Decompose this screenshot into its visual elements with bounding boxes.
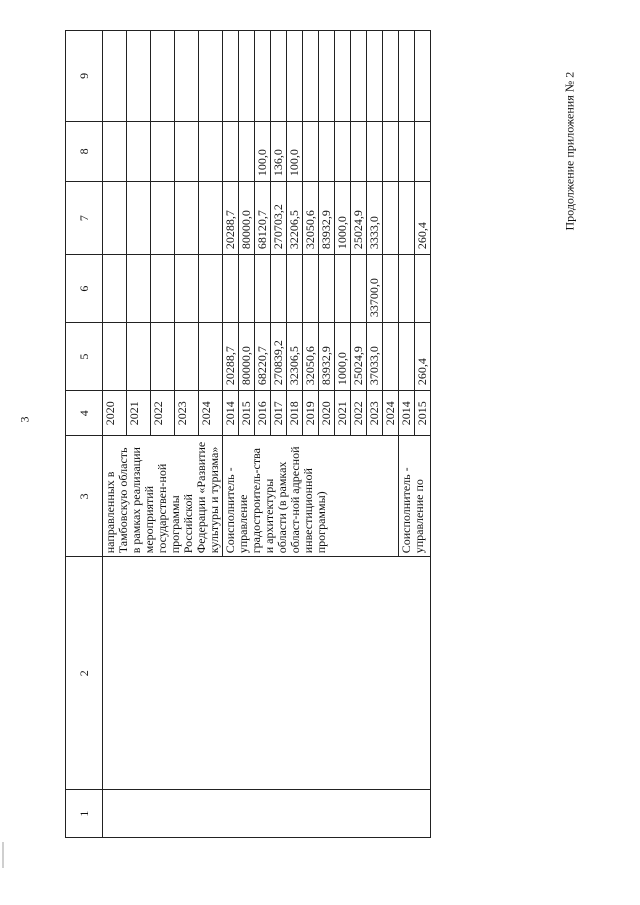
year-cell: 2021 <box>335 391 351 436</box>
table-row <box>103 31 127 838</box>
value-cell-c6 <box>271 255 287 323</box>
value-cell-c8 <box>399 121 415 181</box>
value-cell-c5: 32306,5 <box>287 323 303 391</box>
value-cell-c6 <box>239 255 255 323</box>
value-cell-c5: 1000,0 <box>335 323 351 391</box>
value-cell-c6 <box>127 255 151 323</box>
rotated-table-container <box>65 30 615 838</box>
value-cell-c9 <box>287 31 303 122</box>
year-cell: 2024 <box>199 391 223 436</box>
col2-cell <box>103 557 431 790</box>
value-cell-c9 <box>319 31 335 122</box>
value-cell-c8 <box>367 121 383 181</box>
value-cell-c5: 32050,6 <box>303 323 319 391</box>
value-cell-c9 <box>223 31 239 122</box>
value-cell-c9 <box>255 31 271 122</box>
year-cell: 2017 <box>271 391 287 436</box>
year-cell: 2015 <box>239 391 255 436</box>
col-3-header: 3 <box>66 436 103 557</box>
block-label: направленных в Тамбовскую область в рамках реализации мероприятий государствен-ной программы Российской Федерации «Развитие культуры и туризма» <box>103 436 223 557</box>
value-cell-c5: 37033,0 <box>367 323 383 391</box>
value-cell-c6 <box>399 255 415 323</box>
value-cell-c6 <box>415 255 431 323</box>
value-cell-c7: 1000,0 <box>335 182 351 255</box>
value-cell-c8: 100,0 <box>255 121 271 181</box>
value-cell-c9 <box>151 31 175 122</box>
value-cell-c5: 20288,7 <box>223 323 239 391</box>
value-cell-c5: 68220,7 <box>255 323 271 391</box>
value-cell-c8 <box>239 121 255 181</box>
block-label: Соисполнитель - управление градостроитель-ства и архитектуры области (в рамках област-ной адресной инвестиционной программы) <box>223 436 399 557</box>
value-cell-c5: 80000,0 <box>239 323 255 391</box>
value-cell-c6 <box>303 255 319 323</box>
value-cell-c5 <box>199 323 223 391</box>
value-cell-c8: 136,0 <box>271 121 287 181</box>
value-cell-c7: 80000,0 <box>239 182 255 255</box>
value-cell-c9 <box>335 31 351 122</box>
value-cell-c7: 68120,7 <box>255 182 271 255</box>
value-cell-c5: 260,4 <box>415 323 431 391</box>
value-cell-c9 <box>127 31 151 122</box>
value-cell-c7: 83932,9 <box>319 182 335 255</box>
scan-artifact <box>2 842 4 868</box>
value-cell-c8: 100,0 <box>287 121 303 181</box>
value-cell-c8 <box>223 121 239 181</box>
value-cell-c6 <box>175 255 199 323</box>
year-cell: 2014 <box>399 391 415 436</box>
value-cell-c8 <box>335 121 351 181</box>
value-cell-c5: 25024,9 <box>351 323 367 391</box>
value-cell-c6 <box>351 255 367 323</box>
value-cell-c6 <box>383 255 399 323</box>
col-4-header: 4 <box>66 391 103 436</box>
value-cell-c8 <box>151 121 175 181</box>
year-cell: 2019 <box>303 391 319 436</box>
col-7-header: 7 <box>66 182 103 255</box>
value-cell-c7 <box>175 182 199 255</box>
year-cell: 2016 <box>255 391 271 436</box>
col-2-header: 2 <box>66 557 103 790</box>
value-cell-c9 <box>303 31 319 122</box>
col-6-header: 6 <box>66 255 103 323</box>
value-cell-c9 <box>383 31 399 122</box>
value-cell-c6 <box>151 255 175 323</box>
value-cell-c9 <box>399 31 415 122</box>
value-cell-c7: 260,4 <box>415 182 431 255</box>
value-cell-c6 <box>335 255 351 323</box>
value-cell-c5 <box>383 323 399 391</box>
page-number: 3 <box>17 416 32 423</box>
year-cell: 2023 <box>175 391 199 436</box>
value-cell-c5 <box>127 323 151 391</box>
year-cell: 2014 <box>223 391 239 436</box>
value-cell-c7 <box>383 182 399 255</box>
col-8-header: 8 <box>66 121 103 181</box>
value-cell-c6 <box>103 255 127 323</box>
value-cell-c9 <box>103 31 127 122</box>
value-cell-c9 <box>175 31 199 122</box>
col-9-header: 9 <box>66 31 103 122</box>
value-cell-c5 <box>151 323 175 391</box>
value-cell-c7: 25024,9 <box>351 182 367 255</box>
value-cell-c6 <box>287 255 303 323</box>
year-cell: 2023 <box>367 391 383 436</box>
value-cell-c6: 33700,0 <box>367 255 383 323</box>
value-cell-c6 <box>223 255 239 323</box>
value-cell-c7: 32050,6 <box>303 182 319 255</box>
col1-cell <box>103 790 431 838</box>
value-cell-c5: 83932,9 <box>319 323 335 391</box>
value-cell-c8 <box>303 121 319 181</box>
value-cell-c7 <box>127 182 151 255</box>
col-1-header: 1 <box>66 790 103 838</box>
block-label: Соисполнитель - управление по <box>399 436 431 557</box>
value-cell-c8 <box>319 121 335 181</box>
value-cell-c8 <box>383 121 399 181</box>
year-cell: 2020 <box>319 391 335 436</box>
value-cell-c9 <box>199 31 223 122</box>
year-cell: 2024 <box>383 391 399 436</box>
value-cell-c8 <box>415 121 431 181</box>
value-cell-c5 <box>175 323 199 391</box>
value-cell-c6 <box>319 255 335 323</box>
value-cell-c8 <box>199 121 223 181</box>
value-cell-c7: 32206,5 <box>287 182 303 255</box>
value-cell-c5: 270839,2 <box>271 323 287 391</box>
value-cell-c9 <box>367 31 383 122</box>
year-cell: 2018 <box>287 391 303 436</box>
value-cell-c7: 20288,7 <box>223 182 239 255</box>
value-cell-c6 <box>199 255 223 323</box>
value-cell-c7: 270703,2 <box>271 182 287 255</box>
year-cell: 2021 <box>127 391 151 436</box>
value-cell-c8 <box>127 121 151 181</box>
value-cell-c7 <box>103 182 127 255</box>
value-cell-c5 <box>103 323 127 391</box>
value-cell-c9 <box>271 31 287 122</box>
value-cell-c8 <box>351 121 367 181</box>
value-cell-c9 <box>239 31 255 122</box>
continuation-title: Продолжение приложения № 2 <box>562 71 577 231</box>
financing-table <box>65 30 431 838</box>
value-cell-c8 <box>103 121 127 181</box>
value-cell-c9 <box>351 31 367 122</box>
value-cell-c7: 3333,0 <box>367 182 383 255</box>
col-5-header: 5 <box>66 323 103 391</box>
value-cell-c5 <box>399 323 415 391</box>
year-cell: 2022 <box>151 391 175 436</box>
value-cell-c6 <box>255 255 271 323</box>
value-cell-c7 <box>199 182 223 255</box>
year-cell: 2015 <box>415 391 431 436</box>
table-header-row <box>66 31 103 838</box>
value-cell-c8 <box>175 121 199 181</box>
value-cell-c7 <box>399 182 415 255</box>
value-cell-c9 <box>415 31 431 122</box>
value-cell-c7 <box>151 182 175 255</box>
year-cell: 2022 <box>351 391 367 436</box>
year-cell: 2020 <box>103 391 127 436</box>
